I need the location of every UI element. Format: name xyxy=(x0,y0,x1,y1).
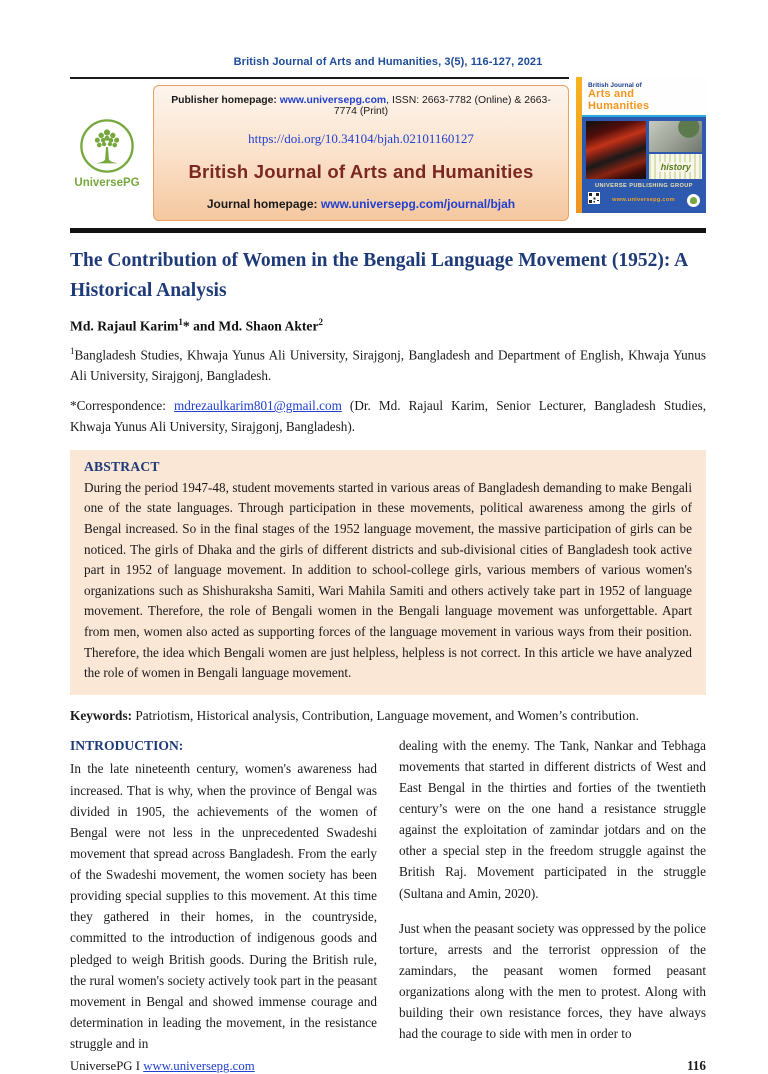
footer-brand: UniversePG I xyxy=(70,1059,144,1074)
affiliation-superscript: 1 xyxy=(70,345,75,356)
two-column-body xyxy=(70,735,706,1055)
qr-code-icon xyxy=(588,191,600,209)
cover-images xyxy=(582,117,706,181)
affiliation-text: Bangladesh Studies, Khwaja Yunus Ali University, Sirajgonj, Bangladesh and Department of English, Khwaja Yunus Ali University, Sirajgonj, Bangladesh. xyxy=(70,347,706,384)
article-title: The Contribution of Women in the Bengali Language Movement (1952): A Historical Analysis xyxy=(70,250,688,302)
doi-line xyxy=(164,131,558,147)
journal-citation: British Journal of Arts and Humanities, 3(5), 116-127, 2021 xyxy=(233,56,543,68)
left-column xyxy=(70,735,377,1055)
page-footer xyxy=(70,1058,706,1074)
publisher-info-box xyxy=(153,85,569,221)
author-join: and xyxy=(189,318,219,334)
introduction-paragraph-1: In the late nineteenth century, women's awareness had increased. That is why, when the province of Bengal was divided in 1905, the achievements of the women of Bengal were not less in the unprecedented Swadeshi movement that spread across Bangladesh. From the early of the Swadeshi movement, the women society has been providing special supplies to this movement. At this time they gathered in their homes, in the countryside, committed to the introduction of indigenous goods and pledged to weigh British goods. During the British rule, the rural women's society actively took part in the peasant movement in Bengal and showed immense courage and determination in leading the movement, in the resistance struggle and in xyxy=(70,761,377,1052)
publisher-homepage-link[interactable]: www.universepg.com xyxy=(279,95,387,106)
cover-masthead xyxy=(582,77,706,115)
publisher-homepage-label: Publisher homepage: xyxy=(171,95,280,106)
author-2: Md. Shaon Akter xyxy=(218,318,319,334)
journal-homepage-link[interactable]: www.universepg.com/journal/bjah xyxy=(320,197,516,211)
journal-homepage-label: Journal homepage: xyxy=(206,197,321,211)
keywords-text: Patriotism, Historical analysis, Contribution, Language movement, and Women’s contribution. xyxy=(132,707,639,723)
correspondence-email-link[interactable]: mdrezaulkarim801@gmail.com xyxy=(174,398,342,414)
publisher-homepage-line xyxy=(164,95,558,117)
cover-photo-abstract-sea xyxy=(586,121,646,179)
cover-mini-logo-icon xyxy=(687,194,700,207)
introduction-paragraph-3: Just when the peasant society was oppressed by the police torture, arrests and the terrorist oppression of the zamindars, the peasant women formed peasant organizations along with the men to protest. Along with building their own resistance forces, they have always had the courage to side with men in order to xyxy=(399,920,706,1042)
cover-kicker: British Journal of xyxy=(588,82,642,89)
logo-wordmark: UniversePG xyxy=(74,177,140,189)
keywords-line xyxy=(70,708,706,724)
introduction-heading: INTRODUCTION: xyxy=(70,737,184,753)
cover-publisher-group: UNIVERSE PUBLISHING GROUP xyxy=(595,183,693,189)
cover-photo-statue xyxy=(649,121,702,152)
correspondence-rest: (Dr. Md. Rajaul Karim, Senior Lecturer, Bangladesh Studies, Khwaja Yunus Ali University, Sirajgonj, Bangladesh). xyxy=(70,398,706,434)
right-column xyxy=(399,735,706,1055)
corresponding-author-mark: * xyxy=(182,318,190,334)
cover-footer xyxy=(582,181,706,213)
cover-side-stripe xyxy=(576,77,582,213)
author-line xyxy=(70,317,706,335)
journal-header xyxy=(70,77,706,221)
issn-text: , ISSN: 2663-7782 (Online) & 2663-7774 (Print) xyxy=(333,95,551,117)
cover-title-line1: Arts and xyxy=(588,88,635,100)
correspondence-line xyxy=(70,396,706,438)
universepg-logo xyxy=(70,117,144,189)
cover-url: www.universepg.com xyxy=(612,197,675,203)
author-2-superscript: 2 xyxy=(318,317,323,328)
journal-cover-thumbnail xyxy=(576,77,706,213)
abstract-text: During the period 1947-48, student movements started in various areas of Bangladesh demanding to make Bengali one of the state languages. Through participation in these movements, political awareness among the girls of Bengal increased. So in the final stages of the 1952 language movement, the massive participation of girls can be noticed. The girls of Dhaka and the girls of different districts and sub-divisional cities of Bangladesh took active part in 1952 of language movement. In addition to school-college girls, various members of various women's organizations such as Shishuraksha Samiti, Wari Mahila Samiti and others actively take part in 1952 of language movement. Therefore, the role of Bengali women in the Bengali language movement was unforgettable. Apart from men, women also acted as supporting forces of the language movement in various ways from their position. Therefore, the idea which Bengali women are just helpless, helpless is not correct. In this article we have analyzed the role of women in Bengali language movement. xyxy=(84,479,692,681)
affiliation xyxy=(70,344,706,387)
journal-homepage-line xyxy=(164,197,558,211)
doi-link[interactable]: https://doi.org/10.34104/bjah.02101160127 xyxy=(248,131,474,146)
cover-body xyxy=(582,77,706,213)
abstract-heading: ABSTRACT xyxy=(84,458,160,474)
abstract-section xyxy=(70,450,706,695)
cover-footer-row xyxy=(586,191,702,209)
footer-homepage-link[interactable]: www.universepg.com xyxy=(143,1059,255,1074)
section-divider-bar xyxy=(70,228,706,233)
tree-logo-icon xyxy=(70,117,144,175)
header-left-block xyxy=(70,77,569,221)
cover-history-wordart: history xyxy=(649,154,702,179)
page-number: 116 xyxy=(686,1058,706,1074)
keywords-label: Keywords: xyxy=(70,707,133,723)
author-1-superscript: 1 xyxy=(178,317,183,328)
introduction-paragraph-2: dealing with the enemy. The Tank, Nankar and Tebhaga movements that started in different districts of West and East Bengal in the thirties and forties of the twentieth century’s were on the one hand a resistance struggle against the exploitation of zamindar jotdars and on the other a special step in the freedom struggle against the British Raj. Movement participated in the struggle (Sultana and Amin, 2020). xyxy=(399,737,706,901)
journal-title: British Journal of Arts and Humanities xyxy=(188,161,534,182)
author-1: Md. Rajaul Karim xyxy=(70,318,179,334)
cover-title-line2: Humanities xyxy=(588,99,650,112)
correspondence-label: *Correspondence: xyxy=(70,398,175,414)
footer-left xyxy=(70,1059,255,1074)
cover-right-stack xyxy=(649,121,702,179)
